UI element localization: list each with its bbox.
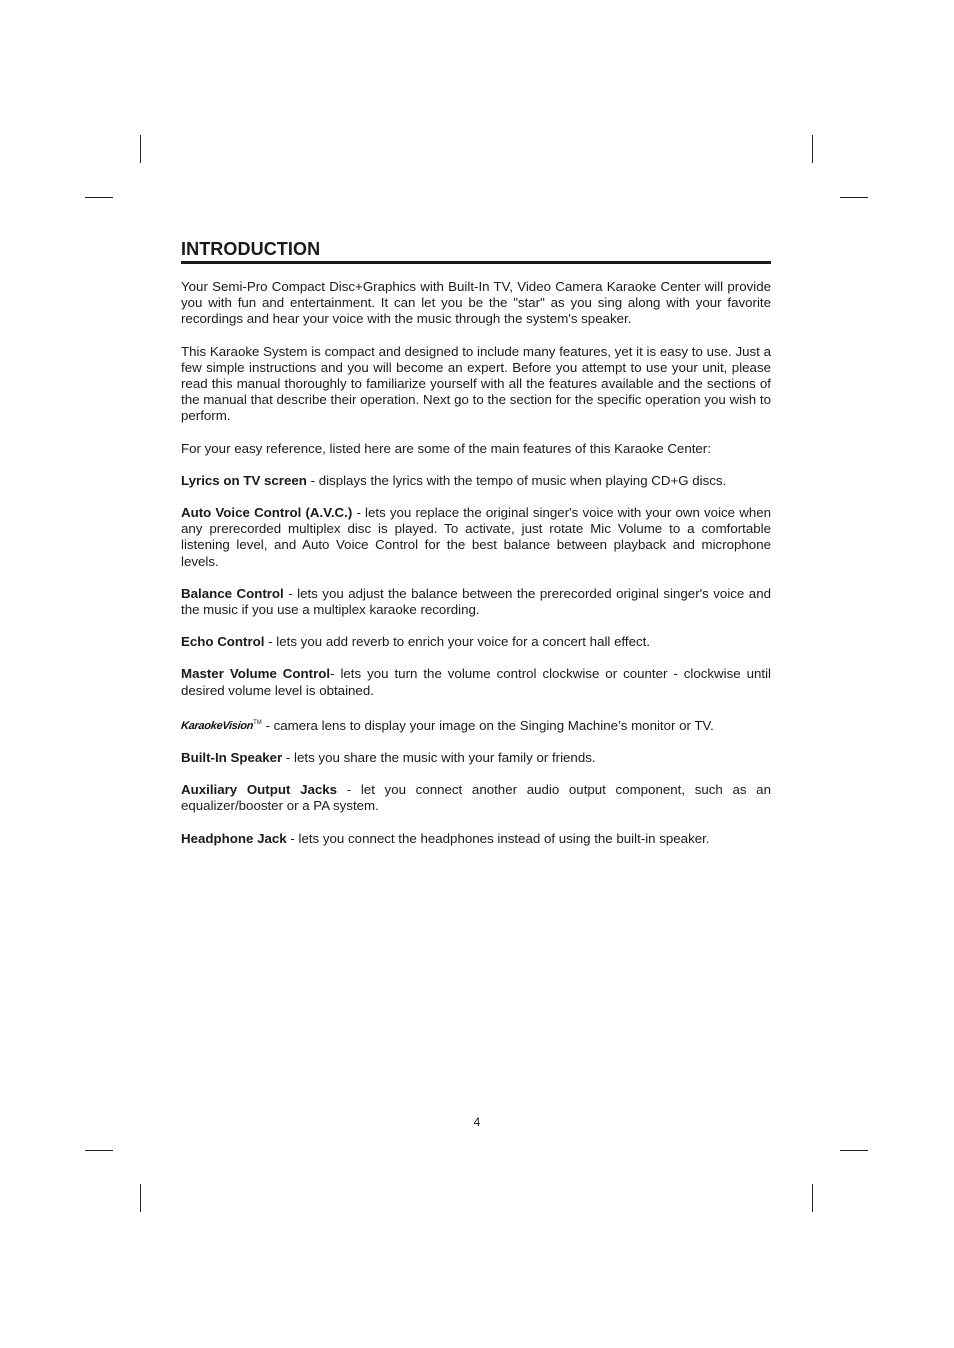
page-number: 4 [473, 1115, 481, 1129]
feature-term: Auxiliary Output Jacks [181, 782, 338, 798]
feature-description: - camera lens to display your image on the Singing Machine’s monitor or TV. [261, 717, 714, 733]
feature-term: Headphone Jack [181, 830, 287, 846]
feature-description: - lets you connect the headphones instead of using the built-in speaker. [286, 830, 710, 846]
crop-mark-top-left-horizontal [85, 197, 113, 198]
feature-balance-control [181, 586, 771, 618]
feature-description: - lets you adjust the balance between the prerecorded original singer's voice and the music if you use a multiplex karaoke recording. [181, 585, 771, 618]
feature-description: - lets you turn the volume control clockwise or counter - clockwise until desired volume level is obtained. [181, 666, 771, 698]
feature-auto-voice-control [181, 505, 771, 570]
feature-description: - lets you add reverb to enrich your voice for a concert hall effect. [264, 634, 651, 650]
page-title: INTRODUCTION [181, 238, 771, 264]
feature-term: Balance Control [181, 585, 284, 601]
feature-headphone-jack [181, 831, 771, 847]
intro-paragraph-1: Your Semi-Pro Compact Disc+Graphics with Built-In TV, Video Camera Karaoke Center will provide you with fun and entertainment. It can let you be the "star" as you sing along with your favorite recordings and hear your voice with the music through the system's speaker. [181, 279, 771, 327]
intro-paragraph-2: This Karaoke System is compact and designed to include many features, yet it is easy to use. Just a few simple instructions and you will become an expert. Before you attempt to use your unit, please read this manual thoroughly to familiarize yourself with all the features available and the sections of the manual that describe their operation. Next go to the section for the specific operation you wish to perform. [181, 343, 771, 424]
feature-echo-control [181, 634, 771, 650]
feature-term: Echo Control [181, 634, 265, 650]
crop-mark-bottom-left-horizontal [85, 1150, 113, 1151]
crop-mark-top-left-vertical [140, 135, 141, 163]
karaokevision-logo: KaraokeVision [180, 719, 254, 732]
feature-description: - displays the lyrics with the tempo of music when playing CD+G discs. [306, 472, 727, 488]
feature-master-volume-control [181, 666, 771, 698]
crop-mark-top-right-vertical [812, 135, 813, 163]
feature-lyrics-on-tv [181, 473, 771, 489]
feature-description: - lets you share the music with your family or friends. [282, 750, 596, 766]
trademark-symbol: TM [253, 719, 262, 726]
crop-mark-bottom-right-horizontal [840, 1150, 868, 1151]
feature-description: - let you connect another audio output component, such as an equalizer/booster or a PA system. [181, 782, 771, 814]
feature-term: Auto Voice Control (A.V.C.) [181, 505, 353, 521]
crop-mark-bottom-right-vertical [812, 1184, 813, 1212]
page-content [181, 238, 771, 847]
feature-term: Master Volume Control [181, 666, 331, 682]
feature-term: Lyrics on TV screen [181, 472, 307, 488]
intro-paragraph-3: For your easy reference, listed here are some of the main features of this Karaoke Center: [181, 440, 711, 456]
crop-mark-top-right-horizontal [840, 197, 868, 198]
feature-term: Built-In Speaker [181, 750, 283, 766]
feature-description: - lets you replace the original singer's voice with your own voice when any prerecorded multiplex disc is played. To activate, just rotate Mic Volume to a comfortable listening level, and Auto Voice Control for the best balance between playback and microphone levels. [181, 505, 772, 569]
feature-auxiliary-output-jacks [181, 782, 771, 814]
feature-karaokevision [181, 715, 771, 734]
feature-built-in-speaker [181, 750, 771, 766]
crop-mark-bottom-left-vertical [140, 1184, 141, 1212]
